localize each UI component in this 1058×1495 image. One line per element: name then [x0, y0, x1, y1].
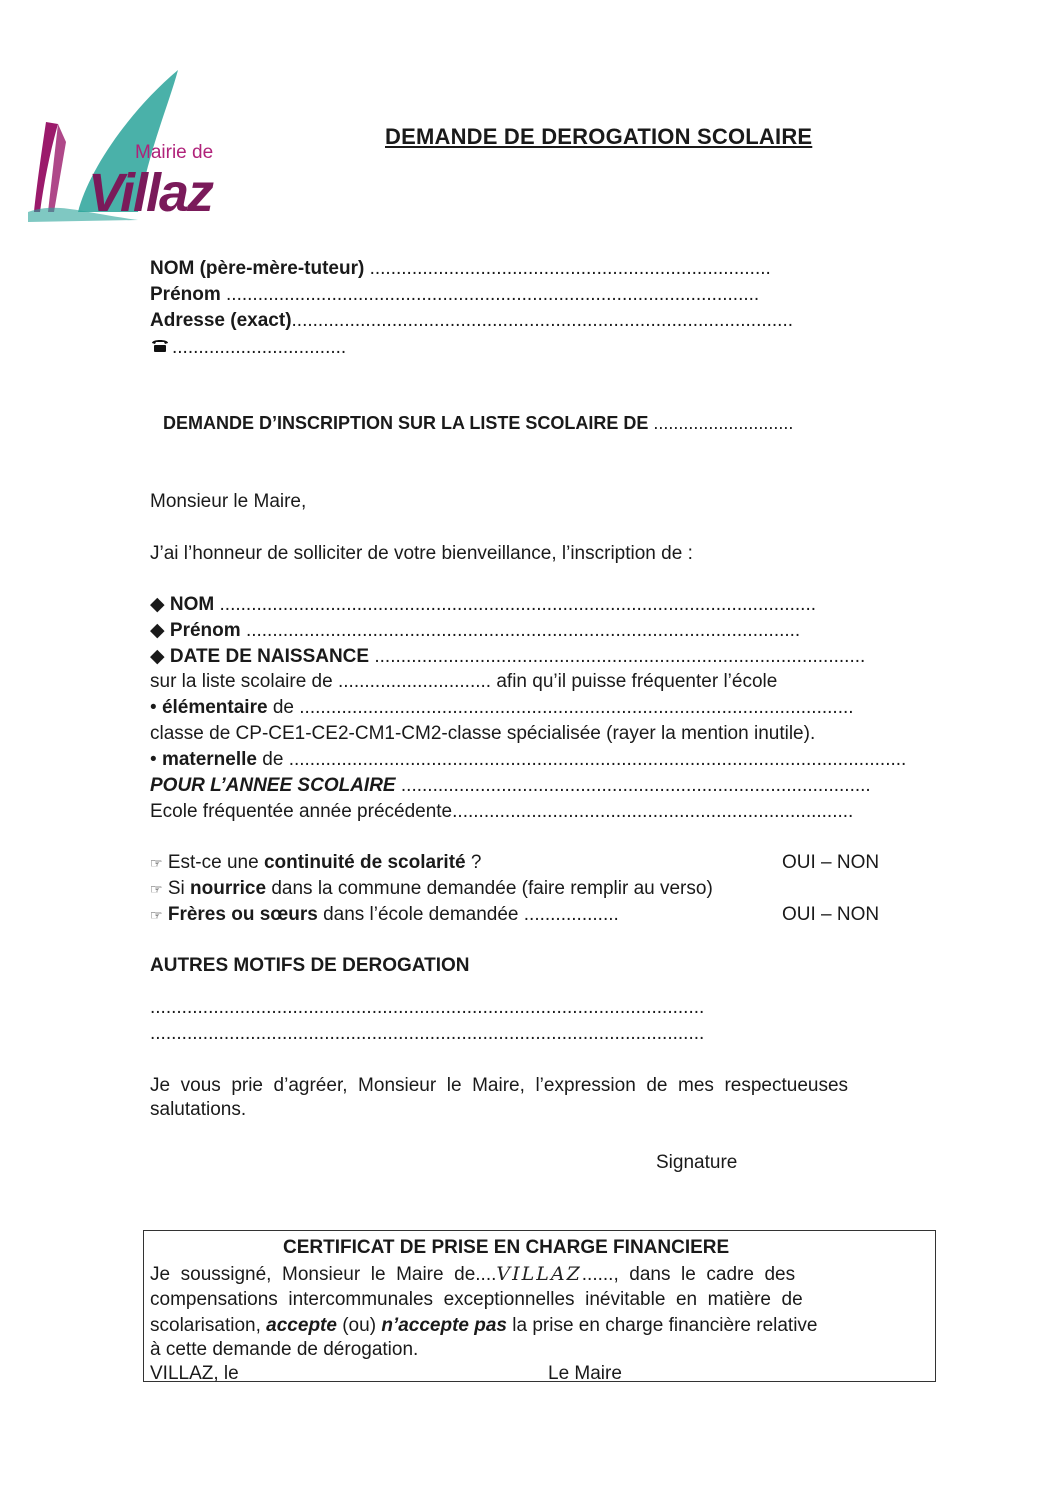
diamond-bullet-icon: ◆ — [150, 646, 165, 667]
autres-motifs-heading: AUTRES MOTIFS DE DEROGATION — [150, 955, 470, 976]
certificate-maire: Le Maire — [548, 1363, 622, 1384]
elementaire-de: de — [272, 697, 294, 718]
applicant-name-label: NOM (père-mère-tuteur) — [150, 258, 365, 279]
child-name-label: NOM — [169, 594, 215, 615]
signature-label: Signature — [656, 1152, 738, 1173]
applicant-phone-field[interactable] — [150, 337, 346, 359]
naccepte-pas-option[interactable]: n’accepte pas — [381, 1315, 507, 1336]
diamond-bullet-icon: ◆ — [150, 594, 165, 615]
certificate-line3-end: la prise en charge financière relative — [512, 1315, 818, 1336]
ecole-precedente-dots: ............................................................................ — [452, 801, 854, 822]
annee-scolaire-dots: ......................................................................................... — [400, 775, 871, 796]
applicant-firstname-label: Prénom — [150, 284, 221, 305]
pointing-hand-icon: ☞ — [150, 855, 163, 871]
applicant-name-field[interactable] — [150, 258, 771, 280]
answer-freres-soeurs[interactable]: OUI – NON — [782, 904, 880, 925]
inscription-heading — [163, 413, 793, 434]
pointing-hand-icon: ☞ — [150, 881, 163, 897]
dot-bullet-icon: • — [150, 697, 157, 718]
child-dob-dots: ............................................................................................. — [374, 646, 866, 667]
closing-line-2: salutations. — [150, 1099, 247, 1120]
child-firstname-label: Prénom — [169, 620, 241, 641]
certificate-line3-start: scolarisation, — [150, 1315, 261, 1336]
question-nourrice[interactable] — [150, 878, 713, 900]
ou-text: (ou) — [342, 1315, 377, 1336]
certificate-line-1 — [150, 1263, 795, 1286]
certificate-dots: ......, — [581, 1264, 619, 1285]
certificate-line-4: à cette demande de dérogation. — [150, 1339, 419, 1360]
certificate-line1-start: Je soussigné, Monsieur le Maire de — [150, 1264, 476, 1285]
certificate-line-2: compensations intercommunales exceptionnelles inévitable en matière de — [150, 1289, 803, 1310]
telephone-icon — [150, 337, 172, 359]
applicant-address-field[interactable] — [150, 310, 793, 332]
handwritten-commune: VILLAZ — [496, 1263, 582, 1285]
inscription-dots: ............................ — [653, 413, 794, 433]
dot-bullet-icon: • — [150, 749, 157, 770]
elementaire-label: élémentaire — [161, 697, 268, 718]
logo-big-text: Villaz — [88, 163, 213, 223]
applicant-firstname-dots: ..................................................................................................... — [226, 284, 760, 305]
child-firstname-field[interactable] — [150, 619, 800, 642]
greeting: Monsieur le Maire, — [150, 491, 307, 512]
intro-text: J’ai l’honneur de solliciter de votre bienveillance, l’inscription de : — [150, 543, 693, 564]
question-bold: nourrice — [190, 878, 267, 899]
child-name-field[interactable] — [150, 593, 816, 616]
applicant-phone-dots: ................................. — [172, 337, 347, 358]
certificate-line-3 — [150, 1315, 818, 1337]
question-text: Si — [167, 878, 185, 899]
logo-small-text: Mairie de — [135, 142, 214, 163]
autres-motifs-line-1[interactable]: ......................................................................................................... — [150, 997, 705, 1018]
page-title: DEMANDE DE DEROGATION SCOLAIRE — [385, 124, 813, 149]
child-dob-field[interactable] — [150, 645, 865, 668]
ecole-precedente-label: Ecole fréquentée année précédente — [150, 801, 453, 822]
certificate-title: CERTIFICAT DE PRISE EN CHARGE FINANCIERE — [283, 1237, 730, 1258]
question-text: Est-ce une — [167, 852, 259, 873]
applicant-firstname-field[interactable] — [150, 284, 759, 306]
annee-scolaire-label: POUR L’ANNEE SCOLAIRE — [150, 775, 396, 796]
annee-scolaire-field[interactable] — [150, 775, 871, 797]
elementaire-field[interactable] — [150, 697, 854, 719]
inscription-heading-text: DEMANDE D’INSCRIPTION SUR LA LISTE SCOLAIRE DE — [163, 413, 649, 433]
question-post: dans la commune demandée (faire remplir au verso) — [271, 878, 713, 899]
applicant-address-label: Adresse (exact) — [150, 310, 292, 331]
ecole-precedente-field[interactable] — [150, 801, 853, 823]
autres-motifs-line-2[interactable]: ......................................................................................................... — [150, 1023, 705, 1044]
accepte-option[interactable]: accepte — [266, 1315, 337, 1336]
liste-line-end: afin qu’il puisse fréquenter l’école — [496, 671, 778, 692]
elementaire-dots: ......................................................................................................... — [299, 697, 854, 718]
maternelle-de: de — [262, 749, 284, 770]
applicant-address-dots: ............................................................................................... — [291, 310, 794, 331]
child-dob-label: DATE DE NAISSANCE — [169, 646, 370, 667]
applicant-name-dots: ............................................................................ — [369, 258, 771, 279]
question-bold: Frères ou sœurs — [167, 904, 318, 925]
certificate-place: VILLAZ, le — [150, 1363, 239, 1384]
liste-line-start: sur la liste scolaire de — [150, 671, 333, 692]
maternelle-label: maternelle — [161, 749, 257, 770]
child-name-dots: ................................................................................................................. — [219, 594, 817, 615]
diamond-bullet-icon: ◆ — [150, 620, 165, 641]
answer-continuite[interactable]: OUI – NON — [782, 852, 880, 873]
maternelle-dots: ..................................................................................................................... — [288, 749, 907, 770]
question-post: dans l’école demandée .................. — [323, 904, 619, 925]
question-bold: continuité de scolarité — [263, 852, 466, 873]
pointing-hand-icon: ☞ — [150, 907, 163, 923]
maternelle-field[interactable] — [150, 749, 906, 771]
child-firstname-dots: ......................................................................................................... — [245, 620, 801, 641]
certificate-dots: .... — [475, 1264, 497, 1285]
classe-line: classe de CP-CE1-CE2-CM1-CM2-classe spécialisée (rayer la mention inutile). — [150, 723, 816, 744]
certificate-line1-end: dans le cadre des — [629, 1264, 796, 1285]
question-continuite[interactable] — [150, 852, 481, 874]
liste-scolaire-line[interactable] — [150, 671, 777, 693]
question-freres-soeurs[interactable] — [150, 904, 619, 926]
question-post: ? — [470, 852, 482, 873]
liste-line-dots: ............................. — [337, 671, 492, 692]
closing-line-1: Je vous prie d’agréer, Monsieur le Maire, l’expression de mes respectueuses — [150, 1075, 849, 1096]
